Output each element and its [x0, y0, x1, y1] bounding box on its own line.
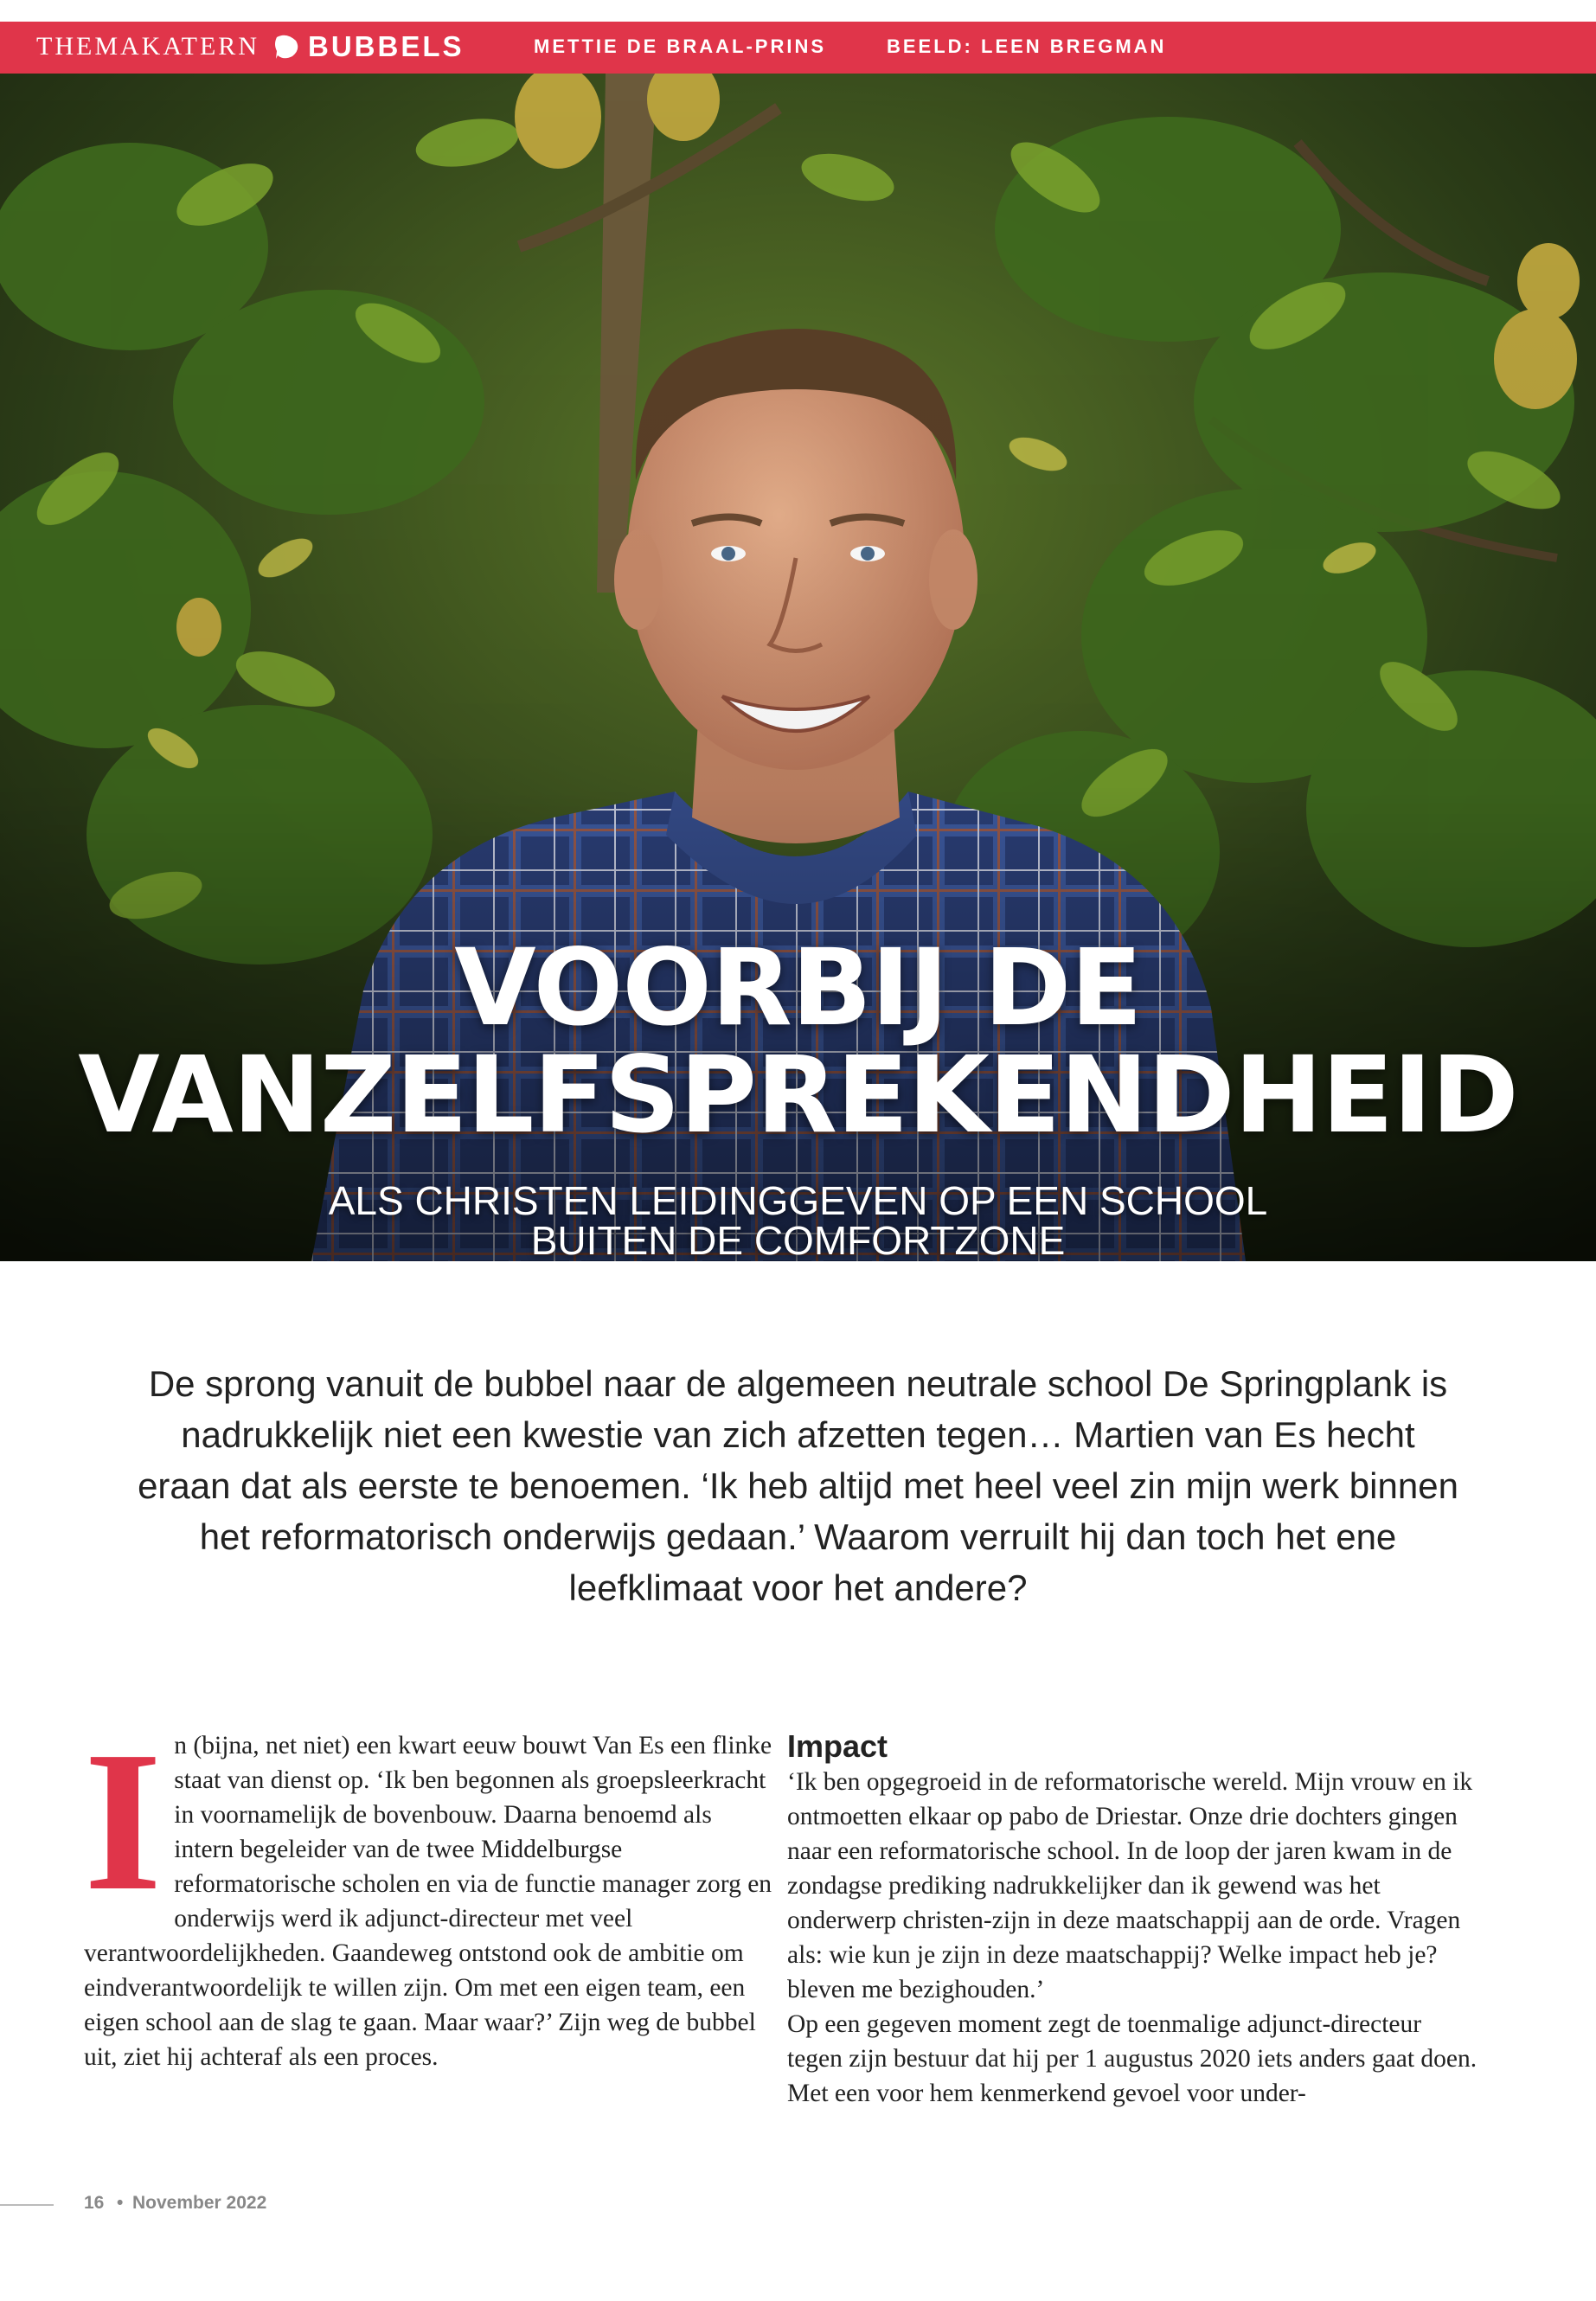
article-title-line1: VOORBIJ DE — [454, 926, 1142, 1049]
section-label: BUBBELS — [308, 30, 465, 62]
article-subtitle-line2: BUITEN DE COMFORTZONE — [530, 1218, 1066, 1261]
article-column-left — [84, 1710, 776, 2074]
footer-divider — [0, 2204, 54, 2206]
header-bar — [0, 22, 1596, 74]
photo-credit: BEELD: LEEN BREGMAN — [887, 35, 1167, 57]
article-body-paragraph: ‘Ik ben opgegroeid in de reformatorische wereld. Mijn vrouw en ik ontmoetten elkaar op pabo de Driestar. Onze drie dochters gingen naar een reformatorische school. In de loop der jaren kwam in de zondagse prediking nadrukkelijker dan ik gewend was het onderwerp christen-zijn in deze maatschappij aan de orde. Vragen als: wie kun je zijn in deze maatschappij? Welke impact heb je? bleven me bezighouden.’ — [787, 1768, 1473, 2003]
magazine-brand: THEMAKATERN — [36, 32, 260, 61]
article-body-paragraph: n (bijna, net niet) een kwart eeuw bouwt Van Es een flinke staat van dienst op. ‘Ik ben begonnen als groepsleerkracht in voornamelijk de bovenbouw. Daarna benoemd als intern begeleider van de twee Middelburgse reformatorische scholen en via de functie manager zorg en onderwijs werd ik adjunct-directeur met veel verantwoordelijkheden. Gaandeweg ontstond ook de ambitie om eindverantwoordelijk te willen zijn. Om met een eigen team, een eigen school aan de slag te gaan. Maar waar?’ Zijn weg de bubbel uit, ziet hij achteraf als een proces. — [84, 1732, 772, 2071]
article-subtitle — [0, 1178, 1596, 1261]
article-subtitle-line1: ALS CHRISTEN LEIDINGGEVEN OP EEN SCHOOL — [328, 1178, 1268, 1223]
footer-separator: • — [117, 2193, 124, 2213]
issue-date: November 2022 — [132, 2193, 267, 2213]
hero-photo — [0, 74, 1596, 1261]
speech-bubble-icon — [273, 34, 299, 60]
intro-paragraph: De sprong vanuit de bubbel naar de algemeen neutrale school De Springplank is nadrukkelijk niet een kwestie van zich afzetten tegen… Martien van Es hecht eraan dat als eerste te benoemen. ‘Ik heb altijd met heel veel zin mijn werk binnen het reformatorisch onderwijs gedaan.’ Waarom verruilt hij dan toch het ene leefklimaat voor het andere? — [138, 1363, 1458, 1608]
page-footer — [0, 2193, 519, 2219]
drop-cap: I — [84, 1710, 163, 1932]
author-credit: METTIE DE BRAAL-PRINS — [534, 35, 826, 57]
article-body-paragraph: Op een gegeven moment zegt de toenmalige adjunct-directeur tegen zijn bestuur dat hij per 1 augustus 2020 iets anders gaat doen. Met een voor hem kenmerkend gevoel voor under- — [787, 2010, 1477, 2107]
page-number: 16 — [84, 2193, 105, 2213]
article-title-line2: VANZELFSPREKENDHEID — [78, 1034, 1518, 1157]
article-title — [0, 926, 1596, 1157]
article-column-right — [787, 1728, 1479, 2111]
section-heading: Impact — [787, 1728, 888, 1764]
